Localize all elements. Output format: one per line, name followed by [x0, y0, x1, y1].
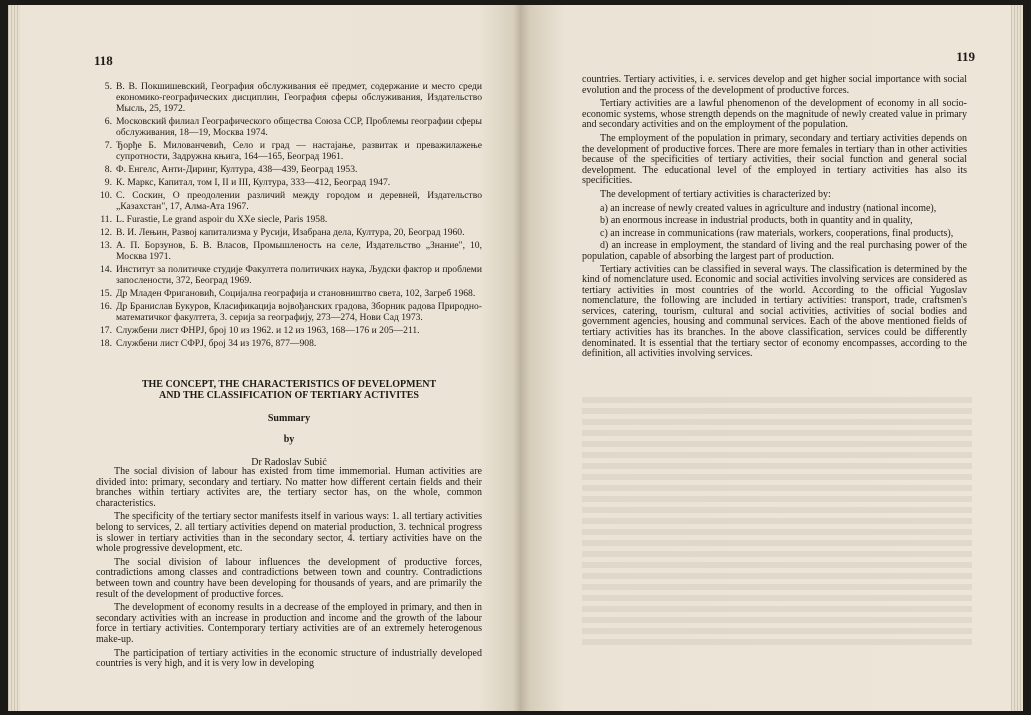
reference-item: [96, 240, 482, 262]
summary-paragraph: The social division of labour influences the development of productive forces, contradictions among classes and contradictions between town and country. Contradictions between town and country have been developing for thousands of years, and are primarily the result of the development of productive forces.: [96, 556, 482, 600]
reference-number: 15.: [100, 288, 112, 299]
reference-text: А. П. Борзунов, Б. В. Власов, Промышленость на селе, Издательство „Знание", 10, Москва 1971.: [116, 240, 482, 262]
reference-number: 16.: [100, 301, 112, 312]
reference-number: 8.: [104, 164, 112, 175]
summary-paragraph: The participation of tertiary activities in the economic structure of industrially developed countries is very high, and it is very low in developing: [96, 647, 482, 670]
reference-number: 10.: [100, 190, 112, 201]
reference-number: 17.: [100, 325, 112, 336]
reference-text: Службени лист ФНРЈ, број 10 из 1962. и 12 из 1963, 168—176 и 205—211.: [116, 325, 420, 336]
reference-text: L. Furastie, Le grand aspoir du XXe siecle, Paris 1958.: [116, 214, 328, 225]
reference-item: [96, 140, 482, 162]
summary-paragraph: The social division of labour has existed from time immemorial. Human activities are divided into: primary, secondary and tertiary. No matter how different certain fields and their branches within tertiary activites are, the tertiary sector has, on the whole, common characteristics.: [96, 466, 482, 509]
reference-text: Др Младен Фригановић, Социјална географија и становништво света, 102, Загреб 1968.: [116, 288, 476, 299]
reference-item: [96, 116, 482, 138]
references-list: [96, 81, 482, 351]
book-spread: [8, 5, 1023, 711]
reference-number: 5.: [104, 81, 112, 92]
page-edge: [8, 5, 20, 711]
summary-heading: [96, 379, 482, 468]
reference-number: 14.: [100, 264, 112, 275]
reference-text: В. И. Лењин, Развој капитализма у Русији, Изабрана дела, Култура, 20, Београд 1960.: [116, 227, 465, 238]
reference-number: 13.: [100, 240, 112, 251]
reference-number: 6.: [104, 116, 112, 127]
list-item: d) an increase in employment, the standard of living and the real purchasing power of the population, capable of absorbing the largest part of production.: [582, 240, 967, 262]
by-label: by: [283, 434, 295, 445]
summary-paragraph: Tertiary activities are a lawful phenomenon of the development of economy in all socio-economic systems, whose strength depends on the magnitude of newly created value in primary and secondary activities and on the employment of the population.: [582, 98, 967, 131]
summary-paragraph: The specificity of the tertiary sector manifests itself in various ways: 1. all tertiary activities belong to services, 2. all tertiary activities depend on material production, 3. technical progress is slower in tertiary activities than in the secondary sector, 4. tertiary activities have on the whole progressive development, etc.: [96, 511, 482, 555]
page-edge: [1011, 5, 1023, 711]
reference-number: 9.: [104, 177, 112, 188]
title-line-1: THE CONCEPT, THE CHARACTERISTICS OF DEVELOPMENT: [141, 379, 437, 390]
list-item: c) an increase in communications (raw materials, workers, cooperations, final products),: [600, 227, 954, 239]
summary-paragraph: The development of economy results in a decrease of the employed in primary, and then in secondary activities with an increase in production and income and the growth of the labour force in tertiary activities. Contemporary tertiary activities are of an extremely heterogenous make-up.: [96, 602, 482, 645]
page-number-right: 119: [956, 49, 975, 64]
summary-paragraph: The development of tertiary activities is characterized by:: [600, 188, 831, 200]
reference-number: 7.: [104, 140, 112, 151]
reference-text: Московский филиал Географического общества Союза ССР, Проблемы географии сферы обслуживания, 18—19, Москва 1974.: [116, 116, 482, 138]
reference-item: [96, 177, 482, 188]
reference-item: [96, 301, 482, 323]
reference-text: Службени лист СФРЈ, број 34 из 1976, 877—908.: [116, 338, 317, 349]
reference-item: [96, 164, 482, 175]
summary-paragraph: countries. Tertiary activities, i. e. services develop and get higher social importance with social evolution and the process of the development of productive forces.: [582, 74, 967, 96]
reference-item: [96, 227, 482, 238]
reference-item: [96, 264, 482, 286]
reference-text: Ђорђе Б. Милованчевић, Село и град — настајање, развитак и преважилажење супротности, Задружна књига, 164—165, Београд 1961.: [116, 140, 482, 162]
reference-text: К. Маркс, Капитал, том I, II и III, Култура, 333—412, Београд 1947.: [116, 177, 391, 188]
summary-body-right: [582, 75, 967, 363]
reference-item: [96, 190, 482, 212]
reference-text: Институт за политичке студије Факултета политичких наука, Људски фактор и проблеми запослености, 372, Београд 1969.: [116, 264, 482, 286]
reference-item: [96, 288, 482, 299]
reference-number: 18.: [100, 338, 112, 349]
reference-item: [96, 81, 482, 114]
reference-number: 12.: [100, 227, 112, 238]
reference-text: Др Бранислав Букуров, Класификација војвођанских градова, Зборник радова Природно-математичког факултета, 3. серија за географију, 273—274, Нови Сад 1973.: [116, 301, 482, 323]
reference-item: [96, 214, 482, 225]
reference-item: [96, 325, 482, 336]
reference-text: Ф. Енгелс, Анти-Диринг, Култура, 438—439, Београд 1953.: [116, 164, 358, 175]
reference-number: 11.: [100, 214, 112, 225]
reference-item: [96, 338, 482, 349]
page-number-left: 118: [94, 53, 113, 68]
summary-paragraph: Tertiary activities can be classified in several ways. The classification is determined by the kind of nomenclature used. Economic and social activities involving services are considered as tertiary activities in most countries of the world. According to the official Yugoslav nomenclature, the following are included in tertiary activities: transport, trade, craftsmen's services, catering, tourism, cultural and social activities, activities of social bodies and government agencies, housing and communal services. Each of the above mentioned fields of tertiary activities has its branches. In the above classification, services could be differently denominated. It is essential that the tertiary sector of economy encompasses, according to the definition, all activities involving services.: [582, 263, 967, 360]
title-line-2: AND THE CLASSIFICATION OF TERTIARY ACTIVITES: [158, 390, 419, 401]
list-item: b) an enormous increase in industrial products, both in quantity and in quality,: [600, 215, 913, 227]
list-item: a) an increase of newly created values in agriculture and industry (national income),: [600, 202, 937, 214]
right-page: [520, 5, 1023, 711]
summary-paragraph: The employment of the population in primary, secondary and tertiary activities depends on the development of productive forces. There are more females in tertiary than in other activities because of the specificities of tertiary activities, their social function and general social development. The educational level of the employed in tertiary activities has also its specificities.: [582, 132, 967, 187]
summary-body-left: [96, 467, 482, 673]
author-name: Dr Radoslav Subić: [251, 457, 327, 468]
left-page: [8, 5, 520, 711]
reference-text: В. В. Покшишевский, География обслуживания её предмет, содержание и место среди економико-географических дисциплин, География сферы обслуживания, Издательство Мысль, 25, 1972.: [116, 81, 482, 114]
show-through-text: [582, 397, 972, 647]
reference-text: С. Соскин, О преодолении различий между городом и деревней, Издательство „Казахстан", 17, Алма-Ата 1967.: [116, 190, 482, 212]
summary-label: Summary: [267, 413, 311, 424]
